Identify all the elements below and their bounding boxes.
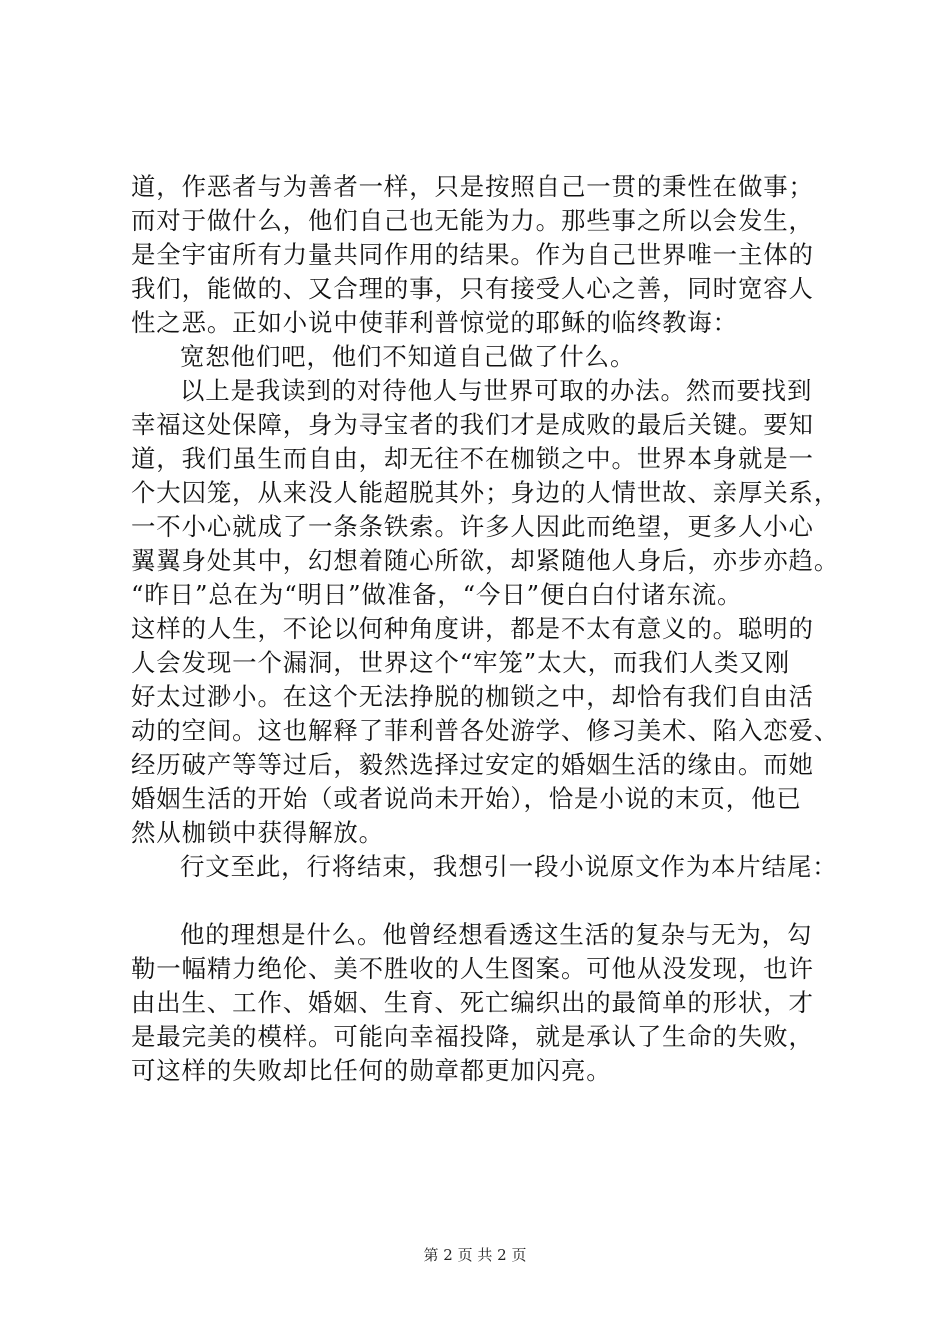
text-line: 好太过渺小。在这个无法挣脱的枷锁之中，却恰有我们自由活 bbox=[131, 682, 814, 711]
text-line: 这样的人生，不论以何种角度讲，都是不太有意义的。聪明的 bbox=[131, 614, 814, 643]
quote-line: 由出生、工作、婚姻、生育、死亡编织出的最简单的形状，才 bbox=[131, 988, 814, 1017]
text-line: 经历破产等等过后，毅然选择过安定的婚姻生活的缘由。而她 bbox=[131, 750, 814, 779]
text-line: 婚姻生活的开始（或者说尚未开始），恰是小说的末页，他已 bbox=[131, 784, 802, 813]
text-line: 道，我们虽生而自由，却无往不在枷锁之中。世界本身就是一 bbox=[131, 444, 814, 473]
page-footer: 第 2 页 共 2 页 bbox=[423, 1246, 527, 1264]
text-line: 然从枷锁中获得解放。 bbox=[131, 818, 384, 847]
quote-line: 可这样的失败却比任何的勋章都更加闪亮。 bbox=[131, 1056, 612, 1085]
text-line: “昨日”总在为“明日”做准备，“今日”便白白付诸东流。 bbox=[131, 580, 743, 609]
text-line: 行文至此，行将结束，我想引一段小说原文作为本片结尾： bbox=[180, 852, 838, 881]
quote-line: 他的理想是什么。他曾经想看透这生活的复杂与无为，勾 bbox=[180, 920, 813, 949]
text-line: 道，作恶者与为善者一样，只是按照自己一贯的秉性在做事； bbox=[131, 172, 814, 201]
text-line: 宽恕他们吧，他们不知道自己做了什么。 bbox=[180, 342, 636, 371]
document-body bbox=[131, 170, 841, 1088]
text-line: 动的空间。这也解释了菲利普各处游学、修习美术、陷入恋爱、 bbox=[131, 716, 840, 745]
quote-line: 勒一幅精力绝伦、美不胜收的人生图案。可他从没发现，也许 bbox=[131, 954, 814, 983]
text-line: 人会发现一个漏洞，世界这个“牢笼”太大，而我们人类又刚 bbox=[131, 648, 791, 677]
blank-line bbox=[131, 884, 841, 918]
text-line: 是全宇宙所有力量共同作用的结果。作为自己世界唯一主体的 bbox=[131, 240, 814, 269]
text-line: 以上是我读到的对待他人与世界可取的办法。然而要找到 bbox=[180, 376, 813, 405]
text-line: 我们，能做的、又合理的事，只有接受人心之善，同时宽容人 bbox=[131, 274, 814, 303]
text-line: 个大囚笼，从来没人能超脱其外；身边的人情世故、亲厚关系， bbox=[131, 478, 840, 507]
text-line: 而对于做什么，他们自己也无能为力。那些事之所以会发生， bbox=[131, 206, 814, 235]
text-line: 幸福这处保障，身为寻宝者的我们才是成败的最后关键。要知 bbox=[131, 410, 814, 439]
text-line: 性之恶。正如小说中使菲利普惊觉的耶稣的临终教诲： bbox=[131, 308, 738, 337]
text-line: 一不小心就成了一条条铁索。许多人因此而绝望，更多人小心 bbox=[131, 512, 814, 541]
quote-line: 是最完美的模样。可能向幸福投降，就是承认了生命的失败， bbox=[131, 1022, 814, 1051]
text-line: 翼翼身处其中，幻想着随心所欲，却紧随他人身后，亦步亦趋。 bbox=[131, 546, 840, 575]
